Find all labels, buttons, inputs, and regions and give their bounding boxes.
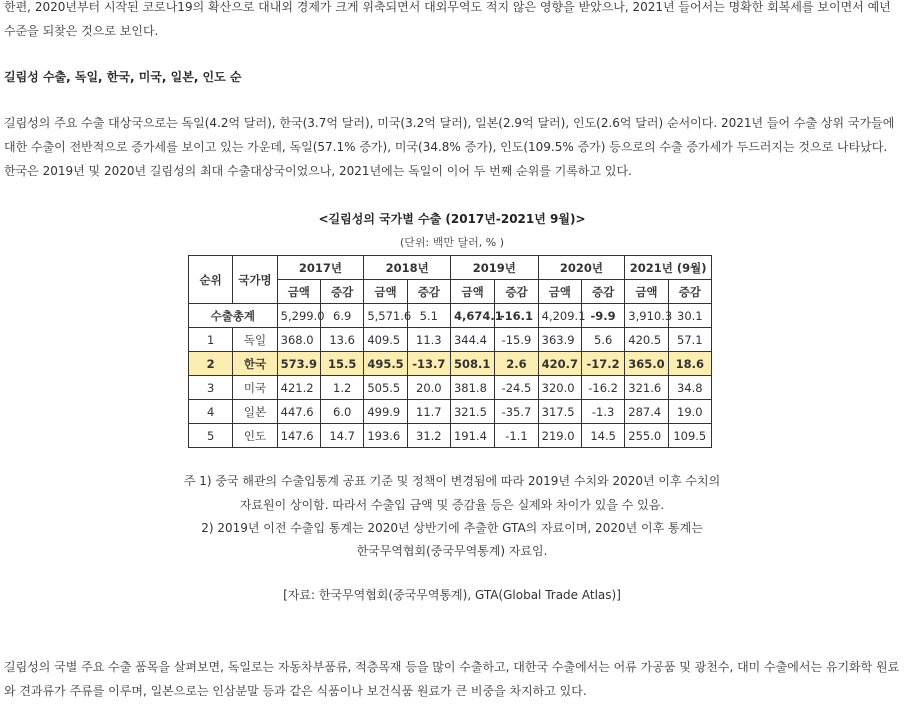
- section-heading: 길림성 수출, 독일, 한국, 미국, 일본, 인도 순: [4, 70, 242, 84]
- intro-paragraph: 한편, 2020년부터 시작된 코로나19의 확산으로 대내외 경제가 크게 위축되면서 대외무역도 적지 않은 영향을 받았으나, 2021년 들어서는 명확한 회복세를 보이면서 예년 수준을 되찾은 것으로 보인다.: [4, 0, 891, 38]
- header-rank: 순위: [189, 256, 233, 304]
- header-change: 증감: [668, 280, 711, 304]
- header-change: 증감: [407, 280, 450, 304]
- table-cell: 6.0: [320, 400, 363, 424]
- header-year: 2017년: [277, 256, 364, 280]
- table-cell: 13.6: [320, 328, 363, 352]
- table-cell: 193.6: [364, 424, 407, 448]
- table-cell: 287.4: [625, 400, 668, 424]
- table-cell: 505.5: [364, 376, 407, 400]
- rank-cell: 1: [189, 328, 233, 352]
- header-country: 국가명: [233, 256, 277, 304]
- country-cell: 인도: [233, 424, 277, 448]
- table-cell: 14.7: [320, 424, 363, 448]
- header-year: 2020년: [538, 256, 625, 280]
- country-cell: 한국: [233, 352, 277, 376]
- table-row: [189, 400, 712, 424]
- table-cell: 508.1: [450, 352, 494, 376]
- table-cell: 409.5: [364, 328, 407, 352]
- table-cell: -13.7: [407, 352, 450, 376]
- rank-cell: 5: [189, 424, 233, 448]
- table-cell: 109.5: [668, 424, 711, 448]
- body-paragraph: 길림성의 주요 수출 대상국으로는 독일(4.2억 달러), 한국(3.7억 달러), 미국(3.2억 달러), 일본(2.9억 달러), 인도(2.6억 달러) 순서이다. 2021년 들어 수출 상위 국가들에 대한 수출이 전반적으로 증가세를 보이고 있는 가운데, 독일(57.1% 증가), 미국(34.8% 증가), 인도(109.5% 증가) 등으로의 수출 증가세가 두드러지는 것으로 나타났다. 한국은 2019년 및 2020년 길림성의 최대 수출대상국이었으나, 2021년에는 독일이 이어 두 번째 순위를 기록하고 있다.: [4, 116, 895, 178]
- source-citation: [자료: 한국무역협회(중국무역통계), GTA(Global Trade Atlas)]: [283, 588, 621, 602]
- table-cell: 344.4: [450, 328, 494, 352]
- table-cell: 18.6: [668, 352, 711, 376]
- country-cell: 독일: [233, 328, 277, 352]
- table-cell: 420.7: [538, 352, 581, 376]
- table-cell: -16.1: [495, 304, 538, 328]
- table-cell: -35.7: [495, 400, 538, 424]
- table-cell: -17.2: [581, 352, 624, 376]
- header-amount: 금액: [364, 280, 407, 304]
- table-cell: 4,674.1: [450, 304, 494, 328]
- table-cell: 11.7: [407, 400, 450, 424]
- total-label: 수출총계: [189, 304, 278, 328]
- rank-cell: 4: [189, 400, 233, 424]
- table-note: 자료원이 상이함. 따라서 수출입 금액 및 증감율 등은 실제와 차이가 있을 수 있음.: [239, 498, 665, 512]
- table-cell: 31.2: [407, 424, 450, 448]
- table-cell: -1.3: [581, 400, 624, 424]
- header-change: 증감: [320, 280, 363, 304]
- table-note: 한국무역협회(중국무역통계) 자료임.: [356, 544, 548, 558]
- table-cell: 320.0: [538, 376, 581, 400]
- table-row: [189, 376, 712, 400]
- table-cell: 573.9: [277, 352, 320, 376]
- table-cell: 365.0: [625, 352, 668, 376]
- table-cell: 499.9: [364, 400, 407, 424]
- table-cell: 1.2: [320, 376, 363, 400]
- header-year: 2019년: [450, 256, 538, 280]
- table-cell: 30.1: [668, 304, 711, 328]
- header-year: 2018년: [364, 256, 451, 280]
- table-row: [189, 328, 712, 352]
- header-amount: 금액: [538, 280, 581, 304]
- table-cell: 6.9: [320, 304, 363, 328]
- table-cell: -15.9: [495, 328, 538, 352]
- table-row: [189, 424, 712, 448]
- header-year: 2021년 (9월): [625, 256, 712, 280]
- table-cell: 191.4: [450, 424, 494, 448]
- table-cell: 5,571.6: [364, 304, 407, 328]
- table-cell: 381.8: [450, 376, 494, 400]
- table-cell: -9.9: [581, 304, 624, 328]
- table-cell: 11.3: [407, 328, 450, 352]
- table-cell: 20.0: [407, 376, 450, 400]
- table-cell: 3,910.3: [625, 304, 668, 328]
- table-cell: 147.6: [277, 424, 320, 448]
- table-cell: 2.6: [495, 352, 538, 376]
- table-note: 2) 2019년 이전 수출입 통계는 2020년 상반기에 추출한 GTA의 자료이며, 2020년 이후 통계는: [201, 521, 703, 535]
- table-cell: 421.2: [277, 376, 320, 400]
- table-cell: 447.6: [277, 400, 320, 424]
- table-unit: (단위: 백만 달러, % ): [400, 236, 504, 249]
- export-table: [188, 255, 712, 448]
- table-cell: 5.1: [407, 304, 450, 328]
- table-cell: -16.2: [581, 376, 624, 400]
- country-cell: 일본: [233, 400, 277, 424]
- table-cell: 495.5: [364, 352, 407, 376]
- table-title: <길림성의 국가별 수출 (2017년-2021년 9월)>: [318, 212, 586, 226]
- table-cell: 19.0: [668, 400, 711, 424]
- country-cell: 미국: [233, 376, 277, 400]
- table-cell: 255.0: [625, 424, 668, 448]
- table-cell: 363.9: [538, 328, 581, 352]
- table-cell: 14.5: [581, 424, 624, 448]
- header-amount: 금액: [450, 280, 494, 304]
- table-cell: 57.1: [668, 328, 711, 352]
- table-cell: 5,299.0: [277, 304, 320, 328]
- table-cell: 4,209.1: [538, 304, 581, 328]
- rank-cell: 2: [189, 352, 233, 376]
- table-row-total: [189, 304, 712, 328]
- rank-cell: 3: [189, 376, 233, 400]
- closing-paragraph: 길림성의 국별 주요 수출 품목을 살펴보면, 독일로는 자동차부품류, 적층목재 등을 많이 수출하고, 대한국 수출에서는 어류 가공품 및 광천수, 대미 수출에서는 유기화학 원료와 견과류가 주류를 이루며, 일본으로는 인삼분말 등과 같은 식품이나 보건식품 원료가 큰 비중을 차지하고 있다.: [4, 660, 900, 698]
- header-amount: 금액: [625, 280, 668, 304]
- table-cell: 317.5: [538, 400, 581, 424]
- table-cell: 321.6: [625, 376, 668, 400]
- table-cell: 34.8: [668, 376, 711, 400]
- table-note: 주 1) 중국 해관의 수출입통계 공표 기준 및 정책이 변경됨에 따라 2019년 수치와 2020년 이후 수치의: [183, 474, 721, 488]
- table-row-highlight: [189, 352, 712, 376]
- header-change: 증감: [495, 280, 538, 304]
- table-cell: 219.0: [538, 424, 581, 448]
- table-cell: -24.5: [495, 376, 538, 400]
- table-cell: 321.5: [450, 400, 494, 424]
- header-change: 증감: [581, 280, 624, 304]
- header-amount: 금액: [277, 280, 320, 304]
- table-cell: 420.5: [625, 328, 668, 352]
- table-cell: 5.6: [581, 328, 624, 352]
- table-cell: 368.0: [277, 328, 320, 352]
- table-cell: -1.1: [495, 424, 538, 448]
- table-cell: 15.5: [320, 352, 363, 376]
